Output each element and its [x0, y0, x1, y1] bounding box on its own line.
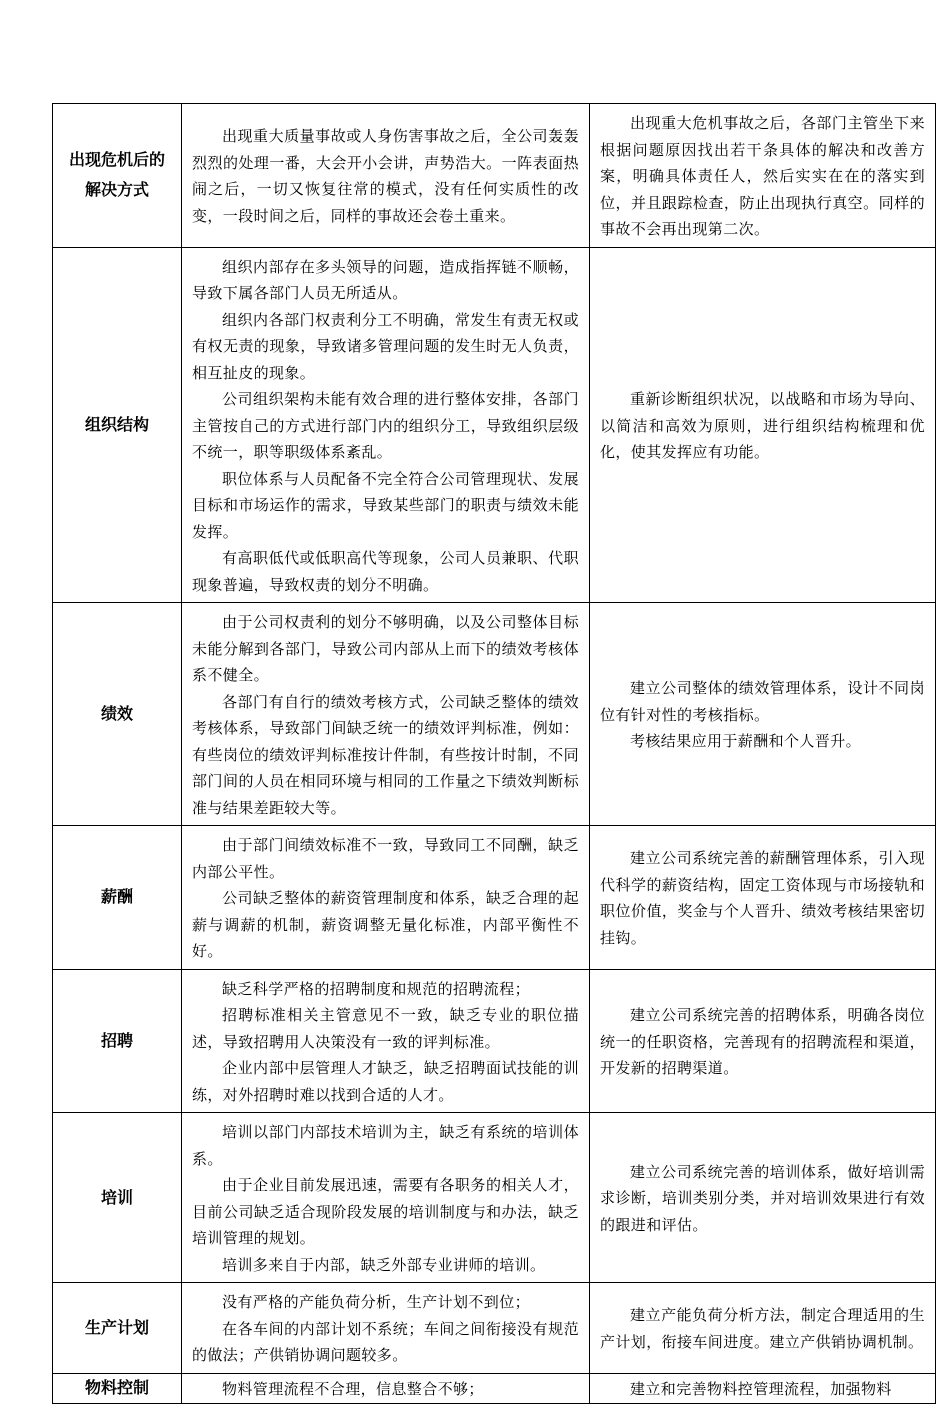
solution-paragraph: 建立公司整体的绩效管理体系，设计不同岗位有针对性的考核指标。 [600, 679, 925, 724]
table-row [53, 969, 936, 1113]
solutions-text [590, 1296, 935, 1359]
solution-paragraph: 出现重大危机事故之后，各部门主管坐下来根据问题原因找出若干条具体的解决和改善方案，明确具体责任人，然后实实在在的落实到位，并且跟踪检查，防止出现执行真空。同样的事故不会再出现第二次。 [600, 114, 925, 238]
row-label: 绩效 [100, 704, 133, 723]
solutions-cell [590, 603, 936, 826]
problems-cell [182, 247, 590, 603]
solutions-cell [590, 826, 936, 970]
table-row [53, 247, 936, 603]
solutions-text [590, 996, 935, 1086]
problems-text [182, 117, 589, 233]
problem-paragraph: 出现重大质量事故或人身伤害事故之后，全公司轰轰烈烈的处理一番，大会开小会讲，声势浩大。一阵表面热闹之后，一切又恢复往常的模式，没有任何实质性的改变，一段时间之后，同样的事故还会卷土重来。 [192, 127, 579, 225]
solutions-cell [590, 969, 936, 1113]
solution-paragraph: 重新诊断组织状况，以战略和市场为导向、以简洁和高效为原则，进行组织结构梳理和优化，使其发挥应有功能。 [600, 390, 925, 461]
problems-cell [182, 826, 590, 970]
problem-paragraph: 各部门有自行的绩效考核方式，公司缺乏整体的绩效考核体系，导致部门间缺乏统一的绩效评判标准，例如：有些岗位的绩效评判标准按计件制，有些按计时制，不同部门间的人员在相同环境与相同的工作量之下绩效判断标准与结果差距较大等。 [192, 692, 579, 817]
problem-paragraph: 由于企业目前发展迅速，需要有各职务的相关人才，目前公司缺乏适合现阶段发展的培训制度与和办法，缺乏培训管理的规划。 [192, 1176, 579, 1247]
problem-paragraph: 企业内部中层管理人才缺乏，缺乏招聘面试技能的训练，对外招聘时难以找到合适的人才。 [192, 1059, 579, 1104]
row-label [53, 145, 181, 205]
problem-paragraph: 有高职低代或低职高代等现象，公司人员兼职、代职现象普遍，导致权责的划分不明确。 [192, 549, 579, 594]
problem-paragraph: 招聘标准相关主管意见不一致，缺乏专业的职位描述，导致招聘用人决策没有一致的评判标准。 [192, 1006, 579, 1051]
problem-paragraph: 在各车间的内部计划不系统；车间之间衔接没有规范的做法；产供销协调问题较多。 [192, 1319, 579, 1364]
solution-paragraph: 考核结果应用于薪酬和个人晋升。 [630, 732, 862, 751]
row-label-cell [53, 969, 182, 1113]
row-label-cell [53, 826, 182, 970]
table-row [53, 104, 936, 248]
solutions-cell [590, 247, 936, 603]
solutions-cell [590, 104, 936, 248]
row-label-cell [53, 1283, 182, 1374]
solutions-text [590, 1153, 935, 1243]
problems-text [182, 1283, 589, 1373]
row-label: 组织结构 [84, 414, 149, 434]
solutions-cell [590, 1283, 936, 1374]
problem-paragraph: 职位体系与人员配备不完全符合公司管理现状、发展目标和市场运作的需求，导致某些部门的职责与绩效未能发挥。 [192, 469, 579, 541]
solution-paragraph: 建立产能负荷分析方法，制定合理适用的生产计划，衔接车间进度。建立产供销协调机制。 [600, 1306, 925, 1351]
solution-paragraph: 建立公司系统完善的招聘体系，明确各岗位统一的任职资格，完善现有的招聘流程和渠道，开发新的招聘渠道。 [600, 1006, 925, 1077]
problems-text [182, 1374, 589, 1403]
row-label: 招聘 [100, 1030, 133, 1050]
table-row [53, 826, 936, 970]
problems-cell [182, 104, 590, 248]
problems-cell [182, 603, 590, 826]
solutions-text [590, 380, 935, 470]
problems-cell [182, 1113, 590, 1283]
problems-text [182, 603, 589, 825]
row-label: 物料控制 [84, 1378, 149, 1397]
problems-text [182, 970, 589, 1113]
problems-text [182, 248, 589, 603]
problem-paragraph: 由于部门间绩效标准不一致，导致同工不同酬，缺乏内部公平性。 [192, 836, 579, 881]
solutions-text [590, 104, 935, 247]
problem-paragraph: 缺乏科学严格的招聘制度和规范的招聘流程； [222, 979, 531, 998]
row-label-cell [53, 247, 182, 603]
problems-cell [182, 1283, 590, 1374]
solution-paragraph: 建立公司系统完善的培训体系，做好培训需求诊断，培训类别分类，并对培训效果进行有效的跟进和评估。 [600, 1162, 925, 1234]
problem-paragraph: 培训多来自于内部，缺乏外部专业讲师的培训。 [222, 1255, 546, 1274]
solutions-text [590, 839, 935, 955]
row-label: 薪酬 [100, 887, 133, 907]
row-label: 培训 [100, 1187, 133, 1207]
problem-paragraph: 公司组织架构未能有效合理的进行整体安排，各部门主管按自己的方式进行部门内的组织分工，导致组织层级不统一，职等职级体系紊乱。 [192, 390, 579, 461]
table-row [53, 1113, 936, 1283]
problems-text [182, 1113, 589, 1282]
problem-paragraph: 由于公司权责利的划分不够明确，以及公司整体目标未能分解到各部门，导致公司内部从上而下的绩效考核体系不健全。 [192, 613, 579, 684]
row-label-cell [53, 1113, 182, 1283]
solution-paragraph: 建立和完善物料控管理流程，加强物料 [630, 1379, 892, 1398]
solutions-text [590, 1374, 935, 1403]
row-label-cell [53, 603, 182, 826]
row-label-line: 解决方式 [84, 180, 149, 200]
problems-cell [182, 1373, 590, 1403]
row-label-line: 出现危机后的 [68, 150, 165, 170]
table-row [53, 1373, 936, 1403]
row-label: 生产计划 [84, 1317, 149, 1337]
problems-text [182, 826, 589, 969]
problems-cell [182, 969, 590, 1113]
problem-paragraph: 组织内各部门权责利分工不明确，常发生有责无权或有权无责的现象，导致诸多管理问题的发生时无人负责，相互扯皮的现象。 [192, 310, 579, 382]
problem-paragraph: 公司缺乏整体的薪资管理制度和体系，缺乏合理的起薪与调薪的机制，薪资调整无量化标准，内部平衡性不好。 [192, 889, 579, 960]
comparison-table [52, 103, 936, 1404]
solutions-text [590, 669, 935, 759]
problem-paragraph: 培训以部门内部技术培训为主，缺乏有系统的培训体系。 [192, 1123, 579, 1168]
problem-paragraph: 物料管理流程不合理，信息整合不够； [222, 1379, 484, 1398]
table-row [53, 1283, 936, 1374]
row-label-cell [53, 104, 182, 248]
table-body [53, 104, 936, 1404]
solution-paragraph: 建立公司系统完善的薪酬管理体系，引入现代科学的薪资结构，固定工资体现与市场接轨和职位价值，奖金与个人晋升、绩效考核结果密切挂钩。 [600, 849, 925, 947]
row-label-cell [53, 1373, 182, 1403]
problem-paragraph: 组织内部存在多头领导的问题，造成指挥链不顺畅，导致下属各部门人员无所适从。 [192, 257, 579, 302]
solutions-cell [590, 1113, 936, 1283]
table-row [53, 603, 936, 826]
solutions-cell [590, 1373, 936, 1403]
problem-paragraph: 没有严格的产能负荷分析，生产计划不到位； [222, 1293, 531, 1311]
